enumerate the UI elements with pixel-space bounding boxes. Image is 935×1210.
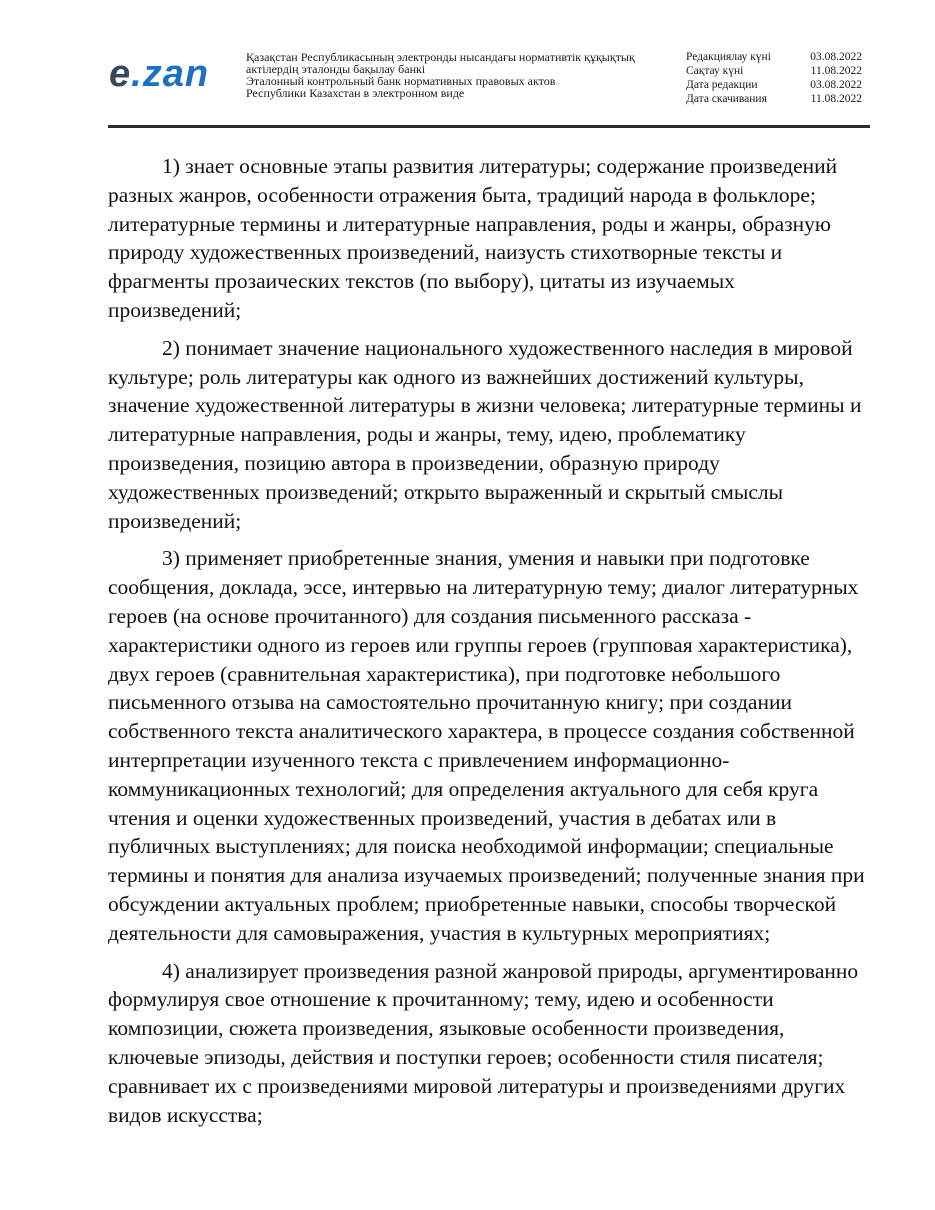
paragraph-line: произведений; [108, 297, 242, 322]
meta-row-save-date-kz [686, 64, 862, 78]
paragraph-line: литературные направления, роды и жанры, тему, идею, проблематику [108, 422, 746, 447]
paragraph-line: собственного текста аналитического характера, в процессе создания собственной [108, 719, 855, 744]
paragraph-1 [108, 152, 868, 325]
meta-row-edit-date-ru [686, 78, 862, 92]
paragraph-line: значение художественной литературы в жизни человека; литературные термины и [108, 393, 862, 418]
meta-label: Дата скачивания [686, 93, 767, 105]
paragraph-line: культуре; роль литературы как одного из важнейших достижений культуры, [108, 364, 804, 389]
bank-line: актілердің эталонды бақылау банкі [246, 62, 426, 76]
paragraph-line: сообщения, доклада, эссе, интервью на литературную тему; диалог литературных [108, 575, 859, 600]
paragraph-line: деятельности для самовыражения, участия в культурных мероприятиях; [108, 920, 771, 945]
meta-row-edit-date-kz [686, 50, 862, 64]
bank-line: Республики Казахстан в электронном виде [246, 86, 465, 100]
paragraph-line: произведения, позицию автора в произведении, образную природу [108, 450, 720, 475]
paragraph-line: публичных выступлениях; для поиска необходимой информации; специальные [108, 834, 834, 859]
meta-value: 03.08.2022 [810, 51, 862, 63]
meta-value: 11.08.2022 [810, 65, 862, 77]
logo-e: e [109, 53, 132, 95]
paragraph-3 [108, 544, 868, 947]
paragraph-line: 4) анализирует произведения разной жанровой природы, аргументированно [162, 958, 859, 983]
paragraph-line: 3) применяет приобретенные знания, умения и навыки при подготовке [162, 546, 810, 571]
header-divider [108, 125, 870, 128]
document-body [108, 152, 868, 1138]
document-dates [686, 50, 862, 106]
paragraph-line: сравнивает их с произведениями мировой литературы и произведениями других [108, 1073, 846, 1098]
paragraph-line: ключевые эпизоды, действия и поступки героев; особенности стиля писателя; [108, 1044, 824, 1069]
meta-value: 03.08.2022 [810, 79, 862, 91]
paragraph-line: двух героев (сравнительная характеристика), при подготовке небольшого [108, 661, 781, 686]
bank-line: Қазақстан Республикасының электронды нысандағы нормативтік құқықтық [246, 50, 635, 64]
paragraph-line: термины и понятия для анализа изучаемых произведений; полученные знания при [108, 863, 865, 888]
meta-value: 11.08.2022 [810, 93, 862, 105]
paragraph-line: интерпретации изученного текста с привлечением информационно- [108, 747, 730, 772]
meta-label: Редакциялау күні [686, 51, 771, 63]
paragraph-line: письменного отзыва на самостоятельно прочитанную книгу; при создании [108, 690, 792, 715]
paragraph-line: произведений; [108, 508, 242, 533]
meta-label: Сақтау күні [686, 65, 744, 77]
paragraph-line: фрагменты прозаических текстов (по выбору), цитаты из изучаемых [108, 269, 735, 294]
bank-description [246, 51, 635, 99]
paragraph-line: композиции, сюжета произведения, языковые особенности произведения, [108, 1016, 785, 1041]
paragraph-line: чтения и оценки художественных произведений, участия в дебатах или в [108, 805, 777, 830]
paragraph-line: литературные термины и литературные направления, роды и жанры, образную [108, 211, 831, 236]
paragraph-line: 2) понимает значение национального художественного наследия в мировой [162, 335, 853, 360]
paragraph-line: 1) знает основные этапы развития литературы; содержание произведений [162, 154, 838, 178]
ezan-logo [109, 52, 209, 96]
paragraph-line: художественных произведений; открыто выраженный и скрытый смыслы [108, 479, 784, 504]
paragraph-line: разных жанров, особенности отражения быта, традиций народа в фольклоре; [108, 182, 816, 207]
logo-zan: .zan [131, 53, 210, 95]
paragraph-line: коммуникационных технологий; для определения актуального для себя круга [108, 776, 819, 801]
paragraph-2 [108, 334, 868, 536]
paragraph-4 [108, 957, 868, 1130]
bank-line: Эталонный контрольный банк нормативных правовых актов [246, 74, 556, 88]
paragraph-line: обсуждении актуальных проблем; приобретенные навыки, способы творческой [108, 891, 837, 916]
paragraph-line: героев (на основе прочитанного) для создания письменного рассказа - [108, 603, 752, 628]
paragraph-line: видов искусства; [108, 1102, 263, 1127]
paragraph-line: формулируя свое отношение к прочитанному; тему, идею и особенности [108, 987, 774, 1012]
meta-label: Дата редакции [686, 79, 758, 91]
paragraph-line: природу художественных произведений, наизусть стихотворные тексты и [108, 240, 783, 265]
paragraph-line: характеристики одного из героев или группы героев (групповая характеристика), [108, 632, 853, 657]
meta-row-download-date-ru [686, 92, 862, 106]
